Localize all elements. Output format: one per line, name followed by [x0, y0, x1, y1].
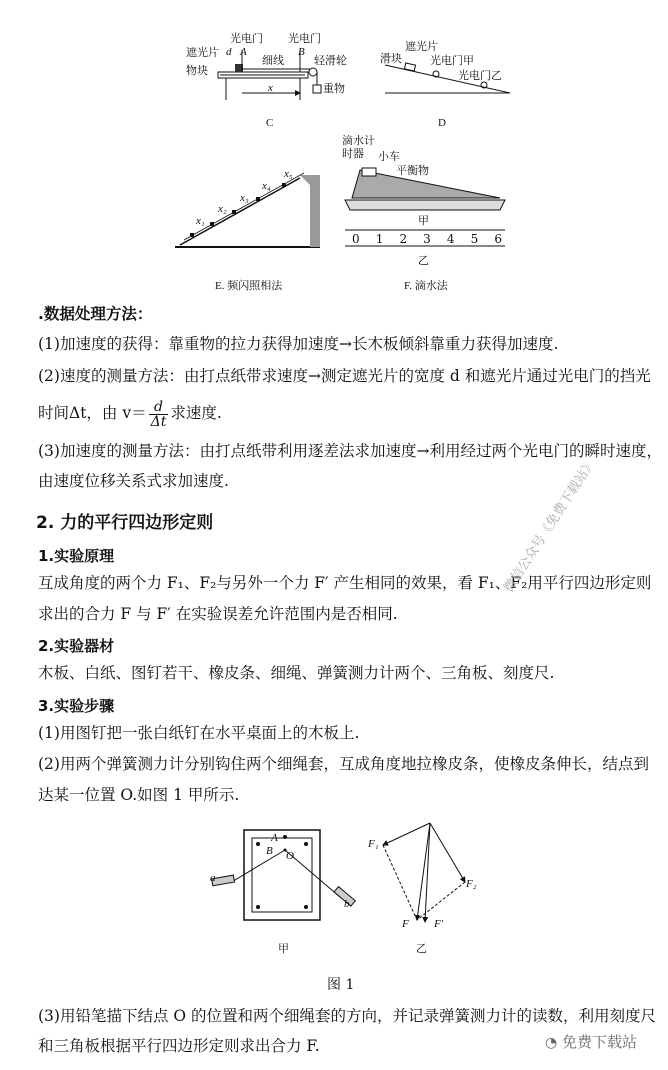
fig-e-x4: x₄: [262, 180, 271, 192]
fig1-letter-a-small: a: [210, 872, 216, 884]
steps-heading: 3.实验步骤: [38, 697, 115, 715]
data-item-2b-post: 求速度.: [170, 404, 222, 422]
step-1: (1)用图钉把一张白纸钉在水平桌面上的木板上.: [38, 724, 360, 742]
fig1-f2: F₂: [466, 878, 477, 890]
figure-f: [340, 150, 520, 270]
fig-f-tick: 6: [494, 232, 502, 246]
step-2-line-2: 达某一位置 O.如图 1 甲所示.: [38, 786, 240, 804]
data-item-2b: [38, 398, 222, 429]
fig-c-letter-x: x: [268, 82, 273, 94]
frac-num: d: [149, 400, 169, 415]
fig-c-label-xixian: 细线: [262, 54, 284, 67]
fig1-f1: F₁: [368, 838, 379, 850]
fig-e-x2: x₂: [218, 203, 227, 215]
data-item-3a: (3)加速度的测量方法：由打点纸带利用逐差法求加速度→利用经过两个光电门的瞬时速度，: [38, 442, 662, 460]
data-item-2b-pre: 时间Δt，由 v＝: [38, 404, 147, 422]
fig-c-letter-a: A: [240, 46, 247, 58]
fig1-f: F: [402, 918, 409, 930]
fig-f-ticks: [352, 232, 502, 246]
fig-c-label-gate1: 光电门: [230, 32, 263, 45]
fig-c-caption: C: [266, 117, 274, 129]
wechat-icon: ◔: [545, 1035, 558, 1051]
fig-d-label-gate-yi: 光电门乙: [458, 69, 502, 82]
fig-f-tick: 3: [423, 232, 431, 246]
data-item-1: (1)加速度的获得：靠重物的拉力获得加速度→长木板倾斜靠重力获得加速度.: [38, 335, 559, 353]
step-3-line-2: 和三角板根据平行四边形定则求出合力 F.: [38, 1037, 320, 1055]
fig-c-label-zheguang: 遮光片: [186, 46, 219, 59]
fig-c-label-weight: 重物: [323, 82, 345, 95]
data-item-2a: (2)速度的测量方法：由打点纸带求速度→测定遮光片的宽度 d 和遮光片通过光电门的挡光: [38, 367, 651, 385]
fig1-letter-b-cap: B: [266, 845, 273, 857]
fig-d-label-zheguang: 遮光片: [405, 40, 438, 53]
principle-line-1: 互成角度的两个力 F₁、F₂与另外一个力 F′ 产生相同的效果，看 F₁、F₂用平行四边形定则: [38, 574, 652, 592]
fig-f-yi: 乙: [418, 255, 429, 267]
fig-f-label-xiaoche: 小车: [378, 150, 400, 163]
figure-1-jia: [200, 825, 360, 935]
fig-f-tick: 1: [375, 232, 384, 246]
fig-d-label-gate-jia: 光电门甲: [430, 54, 474, 67]
fig-f-label-shiqi: 时器: [342, 147, 364, 160]
figure-e: [170, 160, 330, 260]
fig1-letter-b-small: b: [344, 898, 350, 910]
fig1-caption: 图 1: [327, 977, 355, 993]
fig-c-letter-b: B: [298, 46, 305, 58]
fig-e-x5: x₅: [284, 168, 293, 180]
fig-c-letter-d: d: [226, 46, 232, 58]
fig-e-x1: x₁: [196, 215, 205, 227]
fig-c-label-gate2: 光电门: [288, 32, 321, 45]
fig1-jia: 甲: [278, 943, 289, 955]
fig-f-tick: 0: [352, 232, 360, 246]
section-heading: 2. 力的平行四边形定则: [36, 513, 214, 533]
fig1-letter-o: O: [286, 850, 294, 862]
step-3-line-1: (3)用铅笔描下结点 O 的位置和两个细绳套的方向，并记录弹簧测力计的读数，利用刻度尺: [38, 1007, 657, 1025]
data-processing-title: .数据处理方法：: [38, 305, 153, 323]
velocity-fraction: [149, 400, 169, 429]
fig-f-caption: F. 滴水法: [404, 280, 448, 292]
frac-den: Δt: [150, 413, 167, 430]
fig-f-tick: 2: [399, 232, 408, 246]
step-2-line-1: (2)用两个弹簧测力计分别钩住两个细绳套，互成角度地拉橡皮条，使橡皮条伸长，结点到: [38, 755, 649, 773]
brand-text: 免费下载站: [562, 1033, 638, 1051]
principle-line-2: 求出的合力 F 与 F′ 在实验误差允许范围内是否相同.: [38, 605, 398, 623]
fig1-yi: 乙: [416, 943, 427, 955]
principle-heading: 1.实验原理: [38, 547, 115, 565]
fig-e-caption: E. 频闪照相法: [215, 280, 283, 292]
data-item-3b: 由速度位移关系式求加速度.: [38, 472, 229, 490]
fig-d-label-huakuai: 滑块: [380, 52, 402, 65]
fig-e-x3: x₃: [240, 192, 249, 204]
fig1-letter-a-cap: A: [271, 832, 278, 844]
fig-d-caption: D: [438, 117, 446, 129]
fig-f-label-dishui: 滴水计: [342, 134, 375, 147]
fig1-f-prime: F′: [434, 918, 444, 930]
equipment-heading: 2.实验器材: [38, 637, 115, 655]
watermark: 微信公众号《免费下载站》: [501, 456, 599, 596]
fig-f-jia: 甲: [418, 215, 429, 227]
fig-f-tick: 5: [470, 232, 479, 246]
fig-c-label-pulley: 轻滑轮: [314, 54, 347, 67]
fig-f-label-pinghengwu: 平衡物: [396, 164, 429, 177]
equipment-text: 木板、白纸、图钉若干、橡皮条、细绳、弹簧测力计两个、三角板、刻度尺.: [38, 664, 555, 682]
fig-c-label-wukuai: 物块: [186, 64, 208, 77]
fig-f-tick: 4: [446, 232, 455, 246]
brand-logo: [545, 1031, 637, 1052]
